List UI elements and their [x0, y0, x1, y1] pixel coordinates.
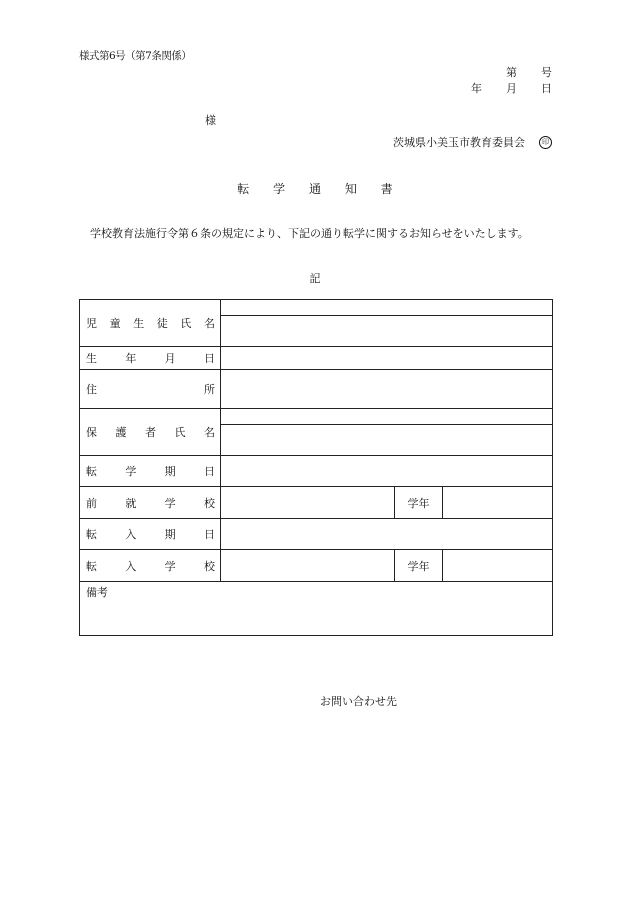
guardian-name-label: 保 護 者 氏 名	[80, 409, 221, 456]
document-number	[506, 64, 552, 80]
entry-date-field[interactable]	[221, 519, 553, 550]
remarks-label: 備考	[86, 586, 108, 599]
issue-date	[471, 80, 552, 96]
seal-icon: 印	[539, 136, 552, 149]
previous-school-field[interactable]	[221, 487, 395, 519]
student-name-field[interactable]	[221, 316, 553, 347]
guardian-name-field[interactable]	[221, 425, 553, 456]
entry-school-label: 転 入 学 校	[80, 550, 221, 582]
student-name-furigana-field[interactable]	[221, 300, 553, 316]
transfer-form-table	[79, 299, 553, 636]
previous-grade-label: 学年	[395, 487, 443, 519]
student-name-label: 児 童 生 徒 氏 名	[80, 300, 221, 347]
address-field[interactable]	[221, 370, 553, 409]
ki-heading: 記	[309, 272, 321, 285]
document-title	[0, 180, 630, 197]
entry-grade-label: 学年	[395, 550, 443, 582]
address-label: 住 所	[80, 370, 221, 409]
issuer-name: 茨城県小美玉市教育委員会	[393, 136, 525, 149]
previous-grade-field[interactable]	[443, 487, 553, 519]
number-dai: 第	[506, 66, 517, 79]
form-number-label: 様式第6号（第7条関係）	[79, 50, 192, 62]
birth-date-field[interactable]	[221, 347, 553, 370]
entry-date-label: 転 入 期 日	[80, 519, 221, 550]
previous-school-label: 前 就 学 校	[80, 487, 221, 519]
addressee: 様	[205, 114, 216, 127]
body-text: 学校教育法施行令第６条の規定により、下記の通り転学に関するお知らせをいたします。	[90, 227, 529, 240]
date-day: 日	[541, 82, 552, 95]
date-month: 月	[506, 82, 517, 95]
issuer	[393, 134, 552, 150]
title-char: 通	[308, 182, 321, 196]
title-char: 転	[237, 182, 250, 196]
number-go: 号	[541, 66, 552, 79]
birth-date-label: 生 年 月 日	[80, 347, 221, 370]
remarks-field[interactable]	[80, 582, 553, 636]
guardian-name-furigana-field[interactable]	[221, 409, 553, 425]
inquiry-label: お問い合わせ先	[320, 695, 397, 708]
transfer-date-label: 転 学 期 日	[80, 456, 221, 487]
entry-school-field[interactable]	[221, 550, 395, 582]
title-char: 知	[344, 182, 357, 196]
title-char: 書	[380, 182, 393, 196]
transfer-date-field[interactable]	[221, 456, 553, 487]
date-year: 年	[471, 82, 482, 95]
title-char: 学	[273, 182, 286, 196]
entry-grade-field[interactable]	[443, 550, 553, 582]
